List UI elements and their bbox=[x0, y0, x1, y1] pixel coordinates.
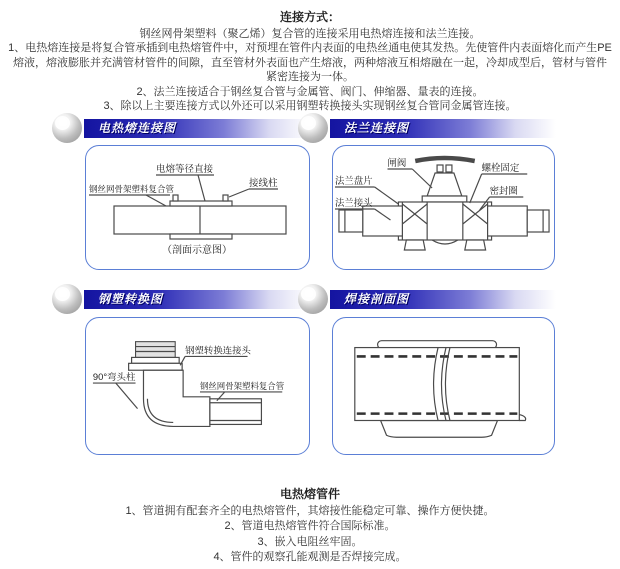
footer-title: 电热熔管件 bbox=[279, 487, 340, 501]
footer-line: 3、嵌入电阻丝牢固。 bbox=[257, 535, 363, 548]
diagram-caption: （剖面示意图） bbox=[162, 245, 232, 256]
flange-adapter bbox=[363, 206, 403, 236]
valve-bonnet bbox=[427, 173, 462, 196]
label-pipe: 钢丝网骨架塑料复合管 bbox=[199, 380, 285, 391]
intro-paragraph: 2、法兰连接适合于钢丝复合管与金属管、阀门、伸缩器、量表的连接。 bbox=[136, 85, 484, 98]
footer-line: 2、管道电热熔管件符合国际标准。 bbox=[224, 520, 396, 532]
pipe-shape bbox=[339, 210, 363, 232]
coupling-bottom-plate bbox=[170, 234, 232, 239]
panel-title-bar: 焊接剖面图 bbox=[330, 290, 556, 309]
panel-body bbox=[85, 317, 310, 455]
threaded-connector bbox=[136, 342, 176, 358]
label-pipe: 钢丝网骨架塑料复合管 bbox=[89, 184, 175, 194]
label-terminal: 接线柱 bbox=[249, 178, 278, 189]
valve-body-bulge bbox=[432, 240, 458, 244]
flange-foot bbox=[465, 240, 486, 250]
flange-adapter bbox=[488, 206, 528, 236]
valve-handwheel bbox=[415, 158, 474, 161]
transition-diagram bbox=[86, 318, 309, 454]
pipe-shape bbox=[527, 210, 549, 232]
terminal-post bbox=[173, 195, 178, 201]
panel-title-bar: 钢塑转换图 bbox=[84, 290, 310, 309]
footer-section bbox=[8, 487, 612, 566]
connector-collar bbox=[129, 363, 183, 370]
elbow-shape bbox=[143, 370, 209, 426]
terminal-post bbox=[223, 195, 228, 201]
panel-title-bar: 电热熔连接图 bbox=[84, 119, 310, 138]
valve-stem-nut bbox=[437, 165, 443, 172]
valve-stem-nut bbox=[446, 165, 452, 172]
panel-body bbox=[85, 145, 310, 270]
pipe-flap bbox=[519, 415, 525, 421]
panel-weld-section bbox=[298, 284, 556, 459]
bonnet-flange bbox=[422, 196, 467, 202]
flange-diagram bbox=[333, 146, 554, 269]
leader-line bbox=[198, 175, 205, 201]
weld-section-diagram bbox=[333, 318, 554, 454]
intro-paragraph: 钢丝网骨架塑料（聚乙烯）复合管的连接采用电热熔连接和法兰连接。 bbox=[139, 27, 481, 40]
label-flange-disc: 法兰盘片 bbox=[334, 175, 373, 188]
leader-line bbox=[116, 383, 138, 409]
flange-foot bbox=[404, 240, 425, 250]
label-flange-joint: 法兰接头 bbox=[334, 197, 373, 210]
label-connector: 钢塑转换连接头 bbox=[185, 345, 251, 356]
connector-collar bbox=[132, 357, 180, 363]
panel-electrofusion bbox=[52, 113, 310, 273]
sphere-icon bbox=[298, 284, 328, 314]
valve-body bbox=[398, 202, 491, 240]
coupling-top-plate bbox=[170, 201, 232, 206]
panel-title-bar: 法兰连接图 bbox=[330, 119, 556, 138]
pipe-section bbox=[355, 348, 520, 421]
intro-section bbox=[8, 10, 612, 114]
label-seal: 密封圈 bbox=[489, 185, 518, 198]
intro-paragraph: 3、除以上主要连接方式以外还可以采用钢塑转换接头实现钢丝复合管同金属管连接。 bbox=[103, 100, 517, 112]
leader-line bbox=[375, 187, 399, 204]
electrofusion-diagram bbox=[86, 146, 309, 269]
sphere-icon bbox=[298, 113, 328, 143]
sleeve-cap-bottom bbox=[381, 420, 498, 437]
footer-line: 4、管件的观察孔能观测是否焊接完成。 bbox=[213, 551, 407, 563]
panel-body bbox=[332, 145, 555, 270]
label-valve: 闸阀 bbox=[387, 157, 407, 170]
leader-line bbox=[412, 169, 432, 188]
panel-flange bbox=[298, 113, 556, 273]
sphere-icon bbox=[52, 284, 82, 314]
label-fitting: 电熔等径直接 bbox=[156, 164, 214, 175]
label-elbow: 90°弯头柱 bbox=[92, 372, 136, 383]
leader-line bbox=[229, 189, 249, 197]
intro-title: 连接方式： bbox=[279, 10, 340, 24]
panel-transition bbox=[52, 284, 310, 459]
label-bolt: 螺栓固定 bbox=[481, 162, 520, 175]
sphere-icon bbox=[52, 113, 82, 143]
leader-line bbox=[146, 195, 166, 206]
footer-line: 1、管道拥有配套齐全的电热熔管件，其熔接性能稳定可靠、操作方便快捷。 bbox=[125, 504, 495, 517]
panel-body bbox=[332, 317, 555, 455]
leader-line bbox=[470, 174, 482, 203]
intro-paragraph: 1、电热熔连接是将复合管承插到电热熔管件中，对预埋在管件内表面的电热丝通电使其发热。先使管件内表面熔化而产生PE熔液，熔液膨胀并充满管材管件的间隙，直至管材外表面也产生熔液，两种熔液互相熔融在一起，冷却成型后，管材与管件紧密连接为一体。 bbox=[8, 42, 612, 83]
